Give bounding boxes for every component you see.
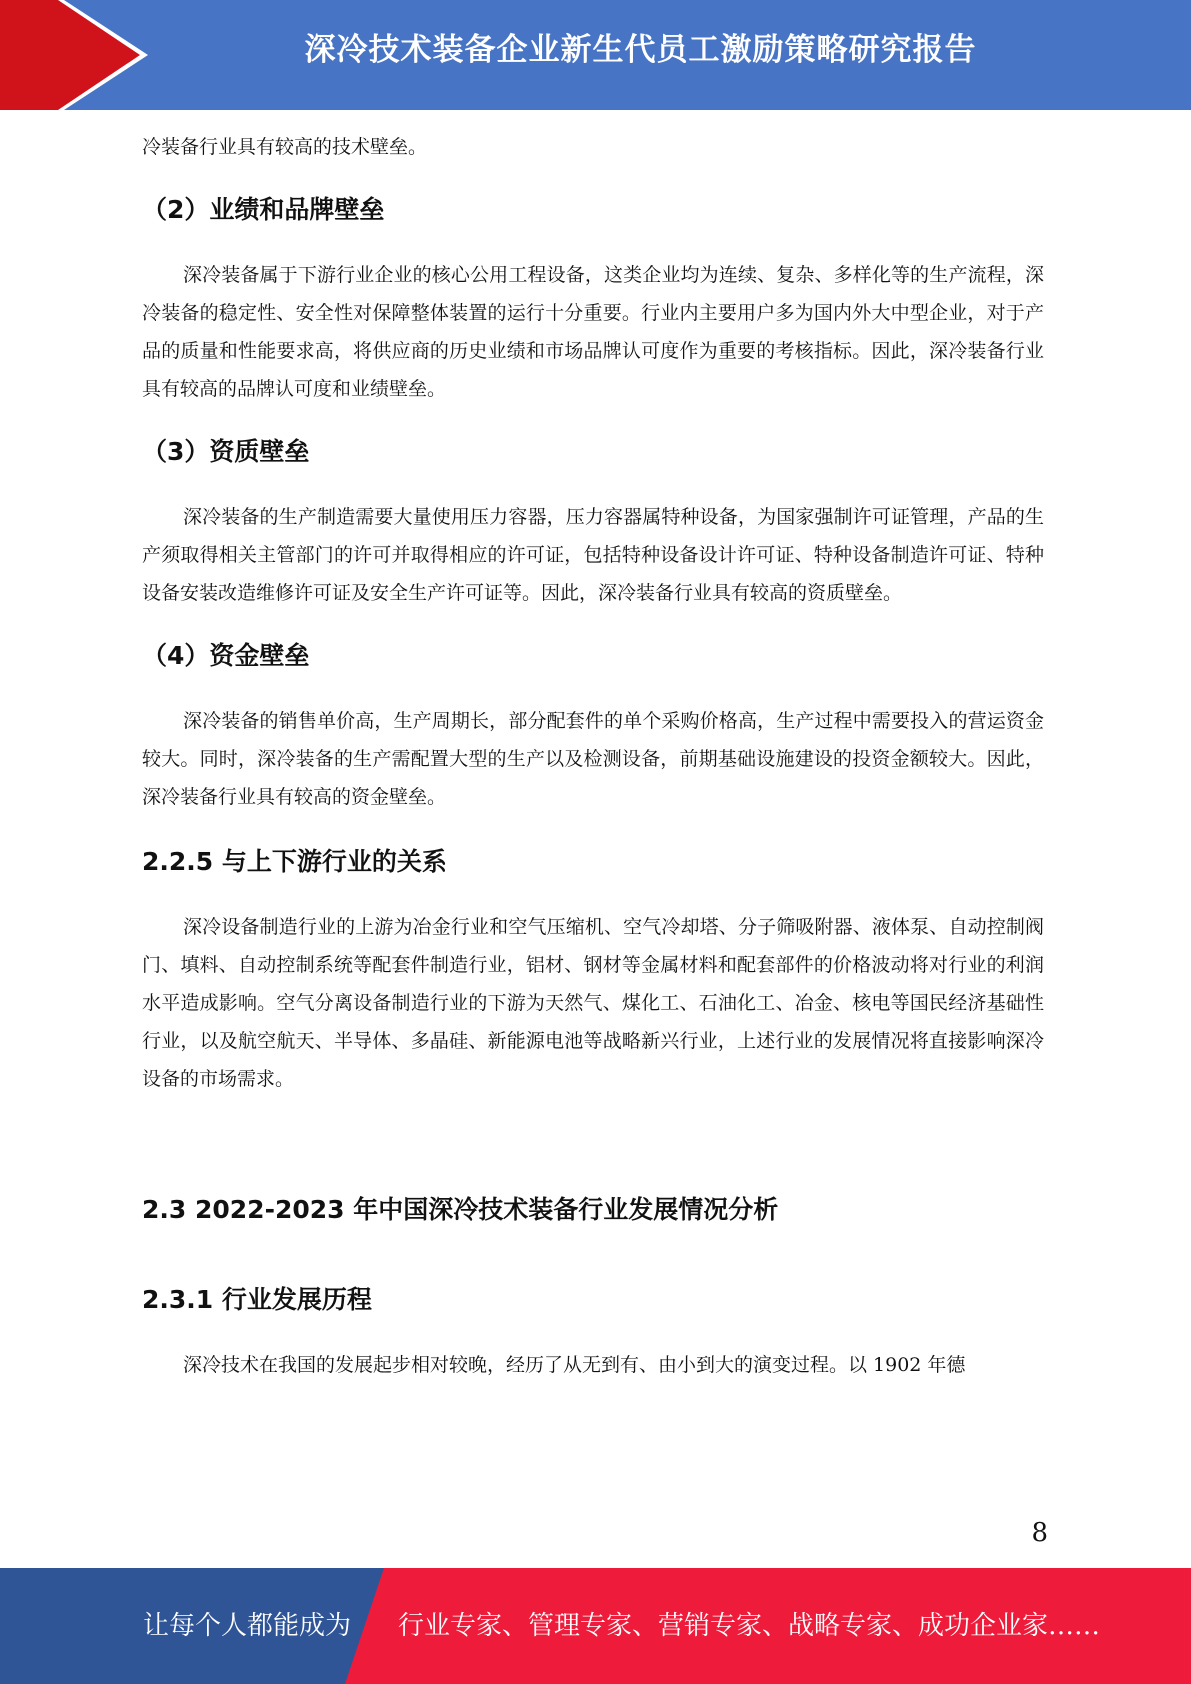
heading-section-2-2-5: 2.2.5 与上下游行业的关系: [142, 847, 447, 876]
page-header: [0, 0, 1191, 110]
report-title: 深冷技术装备企业新生代员工激励策略研究报告: [304, 32, 977, 68]
paragraph-qualification: 深冷装备的生产制造需要大量使用压力容器，压力容器属特种设备，为国家强制许可证管理，产品的生产须取得相关主管部门的许可并取得相应的许可证，包括特种设备设计许可证、特种设备制造许可证、特种设备安装改造维修许可证及安全生产许可证等。因此，深冷装备行业具有较高的资质壁垒。: [142, 506, 1044, 604]
heading-section-2-3-1: 2.3.1 行业发展历程: [142, 1285, 372, 1314]
paragraph-performance-brand: 深冷装备属于下游行业企业的核心公用工程设备，这类企业均为连续、复杂、多样化等的生产流程，深冷装备的稳定性、安全性对保障整体装置的运行十分重要。行业内主要用户多为国内外大中型企业，对于产品的质量和性能要求高，将供应商的历史业绩和市场品牌认可度作为重要的考核指标。因此，深冷装备行业具有较高的品牌认可度和业绩壁垒。: [142, 264, 1044, 400]
paragraph-continued: 冷装备行业具有较高的技术壁垒。: [142, 136, 428, 158]
paragraph-development-history: 深冷技术在我国的发展起步相对较晚，经历了从无到有、由小到大的演变过程。以 1902 年德: [183, 1354, 966, 1376]
heading-section-2-3: 2.3 2022-2023 年中国深冷技术装备行业发展情况分析: [142, 1195, 779, 1224]
footer-slogan-right: 行业专家、管理专家、营销专家、战略专家、成功企业家……: [398, 1611, 1101, 1641]
paragraph-capital: 深冷装备的销售单价高，生产周期长，部分配套件的单个采购价格高，生产过程中需要投入的营运资金较大。同时，深冷装备的生产需配置大型的生产以及检测设备，前期基础设施建设的投资金额较大。因此，深冷装备行业具有较高的资金壁垒。: [142, 710, 1044, 808]
page-footer: [0, 1568, 1191, 1684]
footer-slogan-left: 让每个人都能成为: [143, 1611, 352, 1641]
heading-performance-brand-barrier: （2）业绩和品牌壁垒: [142, 195, 385, 224]
paragraph-upstream-downstream: 深冷设备制造行业的上游为冶金行业和空气压缩机、空气冷却塔、分子筛吸附器、液体泵、自动控制阀门、填料、自动控制系统等配套件制造行业，铝材、钢材等金属材料和配套部件的价格波动将对行业的利润水平造成影响。空气分离设备制造行业的下游为天然气、煤化工、石油化工、冶金、核电等国民经济基础性行业，以及航空航天、半导体、多晶硅、新能源电池等战略新兴行业，上述行业的发展情况将直接影响深冷设备的市场需求。: [142, 916, 1044, 1090]
heading-capital-barrier: （4）资金壁垒: [142, 641, 310, 670]
page-number: 8: [1031, 1518, 1048, 1548]
page-content: [142, 128, 1044, 1384]
heading-qualification-barrier: （3）资质壁垒: [142, 437, 310, 466]
